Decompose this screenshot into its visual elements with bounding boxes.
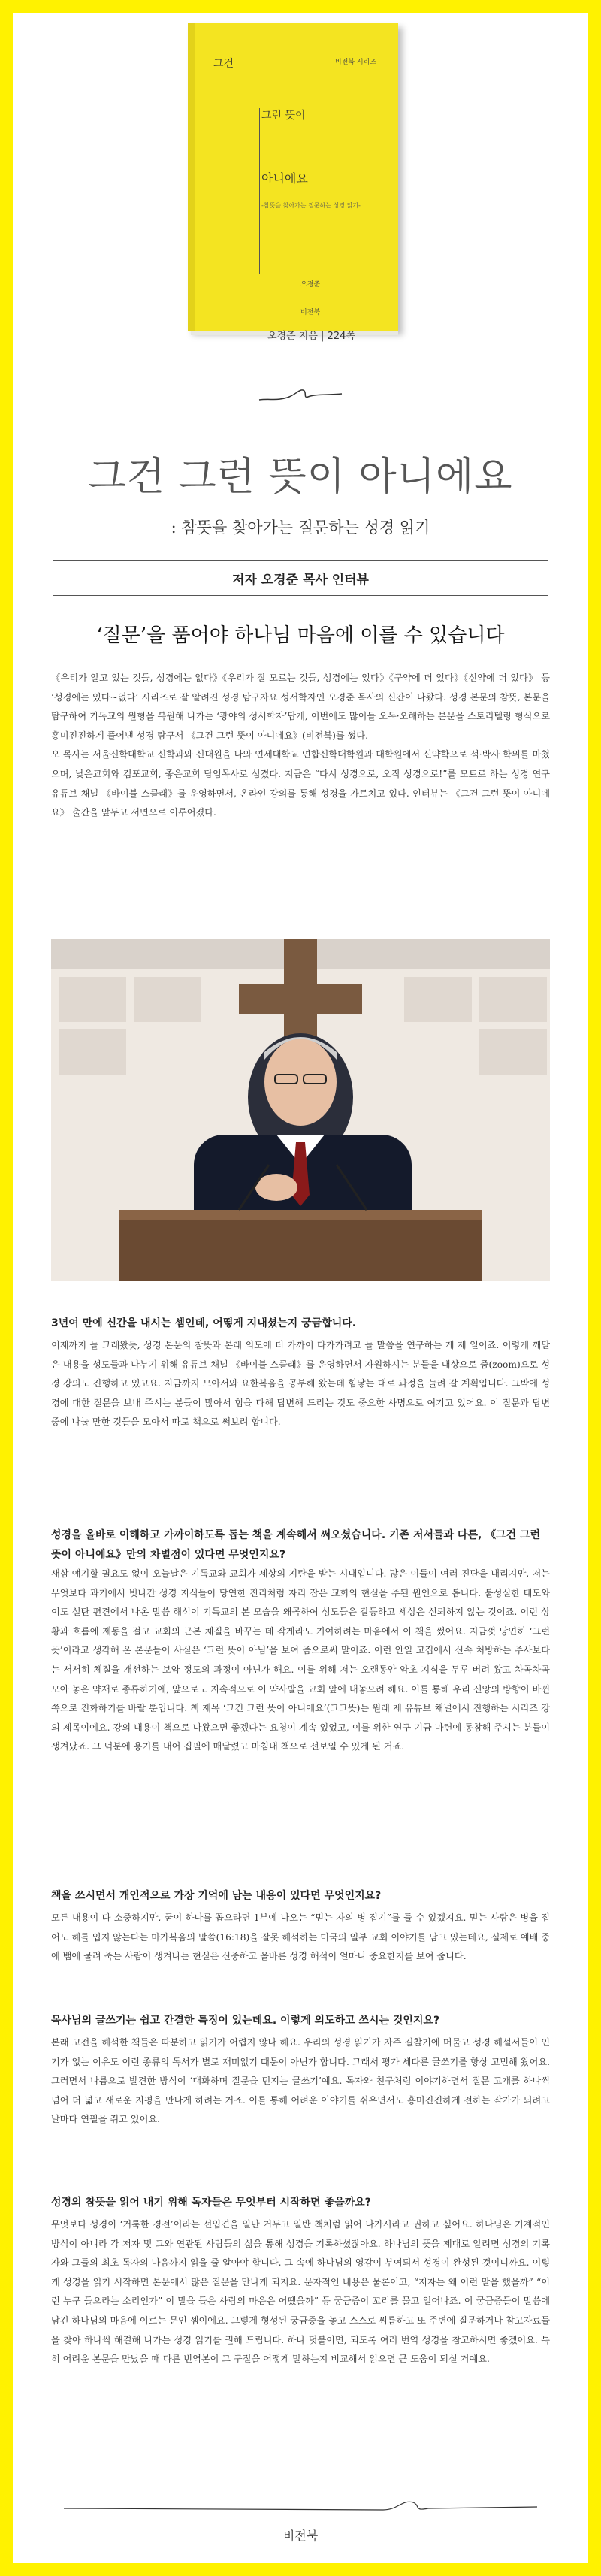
question-4: 목사님의 글쓰기는 쉽고 간결한 특징이 있는데요. 이렇게 의도하고 쓰시는 것인지요? [51, 2015, 440, 2027]
book-cover-line [259, 108, 260, 274]
question-3: 책을 쓰시면서 개인적으로 가장 기억에 남는 내용이 있다면 무엇인지요? [51, 1890, 382, 1902]
answer-1: 이제까지 늘 그래왔듯, 성경 본문의 참뜻과 본래 의도에 더 가까이 다가가려고 늘 말씀을 연구하는 게 제 일이죠. 이렇게 깨달은 내용을 성도들과 나누기 위해 유튜브 채널 《바이블 스클래》를 운영하면서 자원하시는 분들을 대상으로 줌(zoom)으로 성경 강의도 진행하고 있고요. 지금까지 모아서와 요한복음을 공부해 왔는데 힘닿는 대로 과정을 늘려 갈 계획입니다. 그밖에 성경에 대한 질문을 보내 주시는 분들이 많아서 힘을 다해 답변해 드리는 것도 중요한 사명으로 여기고 있어요. 이 질문과 답변 중에 나눌 만한 것들을 모아서 따로 책으로 써보려 합니다. [51, 1340, 550, 1428]
answer-4: 본래 고전을 해석한 책들은 따분하고 읽기가 어렵지 않나 해요. 우리의 성경 읽기가 자주 길찰기에 머물고 성경 해설서들이 인기가 없는 이유도 이런 종류의 독서가 별로 재미없기 때문이 아닌가 합니다. 그래서 평가 세다른 글쓰기를 항상 고민해 왔어요. 그러면서 나름으로 발견한 방식이 ‘대화하며 질문을 던지는 글쓰기’예요. 독자와 친구처럼 이야기하면서 질문 고개를 하나씩 넘어 더 넓고 새로운 지평을 만나게 하려는 거죠. 이를 통해 어려운 이야기를 쉬우면서도 흥미진진하게 전하는 작가가 되려고 날마다 연필을 쥐고 있어요. [51, 2037, 550, 2125]
book-cover-publisher: 비전북 [300, 309, 321, 316]
article-headline: ‘질문’을 품어야 하나님 마음에 이를 수 있습니다 [96, 624, 505, 647]
book-series-small: 비전북 시리즈 [335, 59, 377, 66]
question-1: 3년여 만에 신간을 내시는 셈인데, 어떻게 지내셨는지 궁금합니다. [51, 1317, 357, 1329]
book-meta: 오경준 지음 | 224쪽 [267, 331, 355, 342]
author-photo-illustration [51, 939, 550, 1281]
answer-2: 새삼 얘기할 필요도 없이 오늘날은 기독교와 교회가 세상의 지탄을 받는 시대입니다. 많은 이들이 여러 진단을 내리지만, 저는 무엇보다 과거에서 빗나간 성경 지식들이 당연한 진리처럼 자리 잡은 교회의 현실을 주된 원인으로 봅니다. 불성실한 태도와 이도 설탄 편견에서 나온 말씀 해석이 기독교의 본 모습을 왜곡하여 성도들은 갈등하고 세상은 신뢰하지 않는 것이죠. 이런 상황과 흐름에 제동을 걸고 교회의 근본 체질을 바꾸는 데 작게라도 기여하려는 마음에서 이 책을 썼어요. 지금껏 당연히 ‘그런 뜻’이라고 생각해 온 본문들이 사실은 ‘그런 뜻이 아님’을 보여 줌으로써 말이죠. 이런 안일 고집에서 신속 처방하는 주사보다는 서서히 체질을 개선하는 보약 정도의 과정이 아닌가 해요. 이를 위해 저는 오랜동안 약초 지식을 두루 버려 왔고 차곡차곡 모아 놓은 약재로 종류하기에, 앞으로도 지속적으로 이 약사발을 교회 앞에 내놓으려 해요. 이를 통해 우리 신앙의 방향이 바뀐 쪽으로 진화하기를 바랄 뿐입니다. 책 제목 ‘그건 그런 뜻이 아니에요’(그그뜻)는 원래 제 유튜브 채널에서 진행하는 시리즈 강의 제목이에요. 강의 내용이 책으로 나왔으면 좋겠다는 요청이 계속 있었고, 이를 위한 연구 기금 마련에 동참해 주시는 분들이 생겨났죠. 그 덕분에 용기를 내어 집필에 매달렸고 마침내 책으로 선보일 수 있게 된 거죠. [51, 1568, 550, 1752]
page-subtitle: : 참뜻을 찾아가는 질문하는 성경 읽기 [171, 519, 430, 537]
book-cover-title-line1: 그런 뜻이 [261, 110, 306, 122]
page-title: 그건 그런 뜻이 아니에요 [88, 455, 513, 500]
decorative-underline-icon [60, 2493, 541, 2516]
answer-3: 모든 내용이 다 소중하지만, 굳이 하나를 꼽으라면 1부에 나오는 “믿는 자의 병 집기”를 들 수 있겠지요. 믿는 사람은 병을 집어도 해를 입지 않는다는 마가복음의 말씀(16:18)을 잘못 해석하는 미국의 일부 교회 이야기를 담고 있는데요, 실제로 예배 중에 뱀에 물려 죽는 사람이 생겨나는 현실은 신중하고 올바른 성경 해석이 얼마나 중요한지를 보여 줍니다. [51, 1912, 550, 1962]
decorative-scribble-icon [255, 383, 346, 406]
question-2: 성경을 올바로 이해하고 가까이하도록 돕는 책을 계속해서 써오셨습니다. 기존 저서들과 다른, 《그건 그런 뜻이 아니에요》만의 차별점이 있다면 무엇인지요? [51, 1529, 541, 1561]
book-series-label: 그건 [213, 58, 234, 70]
book-cover-subtitle: -참뜻을 찾아가는 질문하는 성경 읽기- [261, 202, 361, 209]
book-spine [188, 23, 195, 331]
author-photo [51, 939, 550, 1281]
publisher-footer: 비전북 [282, 2529, 319, 2543]
book-cover-author: 오경준 [300, 281, 321, 289]
book-cover-image [173, 23, 428, 413]
book-cover-title-line2: 아니에요 [261, 171, 308, 186]
interview-label: 저자 오경준 목사 인터뷰 [232, 573, 369, 588]
question-5: 성경의 참뜻을 읽어 내기 위해 독자들은 무엇부터 시작하면 좋을까요? [51, 2197, 371, 2209]
book-cover [188, 23, 398, 331]
answer-5: 무엇보다 성경이 ‘거룩한 경전’이라는 선입견을 일단 거두고 일반 책처럼 읽어 나가시라고 권하고 싶어요. 하나님은 기계적인 방식이 아니라 각 저자 및 그와 연관된 사람들의 삶을 통해 성경을 기록하셨잖아요. 하나님의 뜻을 제대로 알려면 성경의 기록자와 그들의 최초 독자의 마음까지 읽을 줄 알아야 합니다. 그 속에 하나님의 영감이 부여되서 성경이 완성된 것이니까요. 이렇게 성경을 읽기 시작하면 본문에서 많은 질문을 만나게 되지요. 문자적인 내용은 물론이고, “저자는 왜 이런 말을 했을까” “이런 누구 들으라는 소리인가” 이 말을 들은 사람의 마음은 어땠을까” 등 궁금증이 꼬리를 물고 일어나죠. 이 궁금증들이 말씀에 담긴 하나님의 마음에 이르는 문인 셈이에요. 그렇게 형성된 궁금증을 놓고 스스로 씨름하고 또 주변에 질문하거나 참고자료들을 찾아 하나씩 해결해 나가는 성경 읽기를 권해 드립니다. 하나 덧붙이면, 되도록 여러 번역 성경을 참고하시면 좋겠어요. 특히 어려운 본문을 만났을 때 다른 번역본이 그 구절을 어떻게 말하는지 비교해서 읽으면 큰 도움이 되실 거예요. [51, 2219, 550, 2365]
divider-bottom [53, 595, 548, 596]
intro-paragraph: 《우리가 알고 있는 것들, 성경에는 없다》《우리가 잘 모르는 것들, 성경에는 있다》《구약에 더 있다》《신약에 더 있다》 등 ‘성경에는 있다~없다’ 시리즈로 잘 알려진 성경 탐구자요 성서학자인 오경준 목사의 신간이 나왔다. 성경 본문의 참뜻, 본문을 탐구하여 기독교의 원형을 복원해 나가는 ‘광야의 성서학자’답게, 이번에도 많이들 오독·오해하는 본문을 스토리텔링 형식으로 흥미진진하게 풀어낸 성경 탐구서 《그건 그런 뜻이 아니에요》(비전북)를 썼다. 오 목사는 서울신학대학교 신학과와 신대원을 나와 연세대학교 연합신학대학원과 대학원에서 신약학으로 석·박사 학위를 마쳤으며, 낮은교회와 김포교회, 좋은교회 담임목사로 섬겼다. 지금은 “다시 성경으로, 오직 성경으로!”를 모토로 하는 성경 연구 유튜브 채널 《바이블 스클래》를 운영하면서, 온라인 강의를 통해 성경을 가르치고 있다. 인터뷰는 《그건 그런 뜻이 아니에요》 출간을 앞두고 서면으로 이루어졌다. [51, 673, 550, 818]
divider-top [53, 560, 548, 561]
